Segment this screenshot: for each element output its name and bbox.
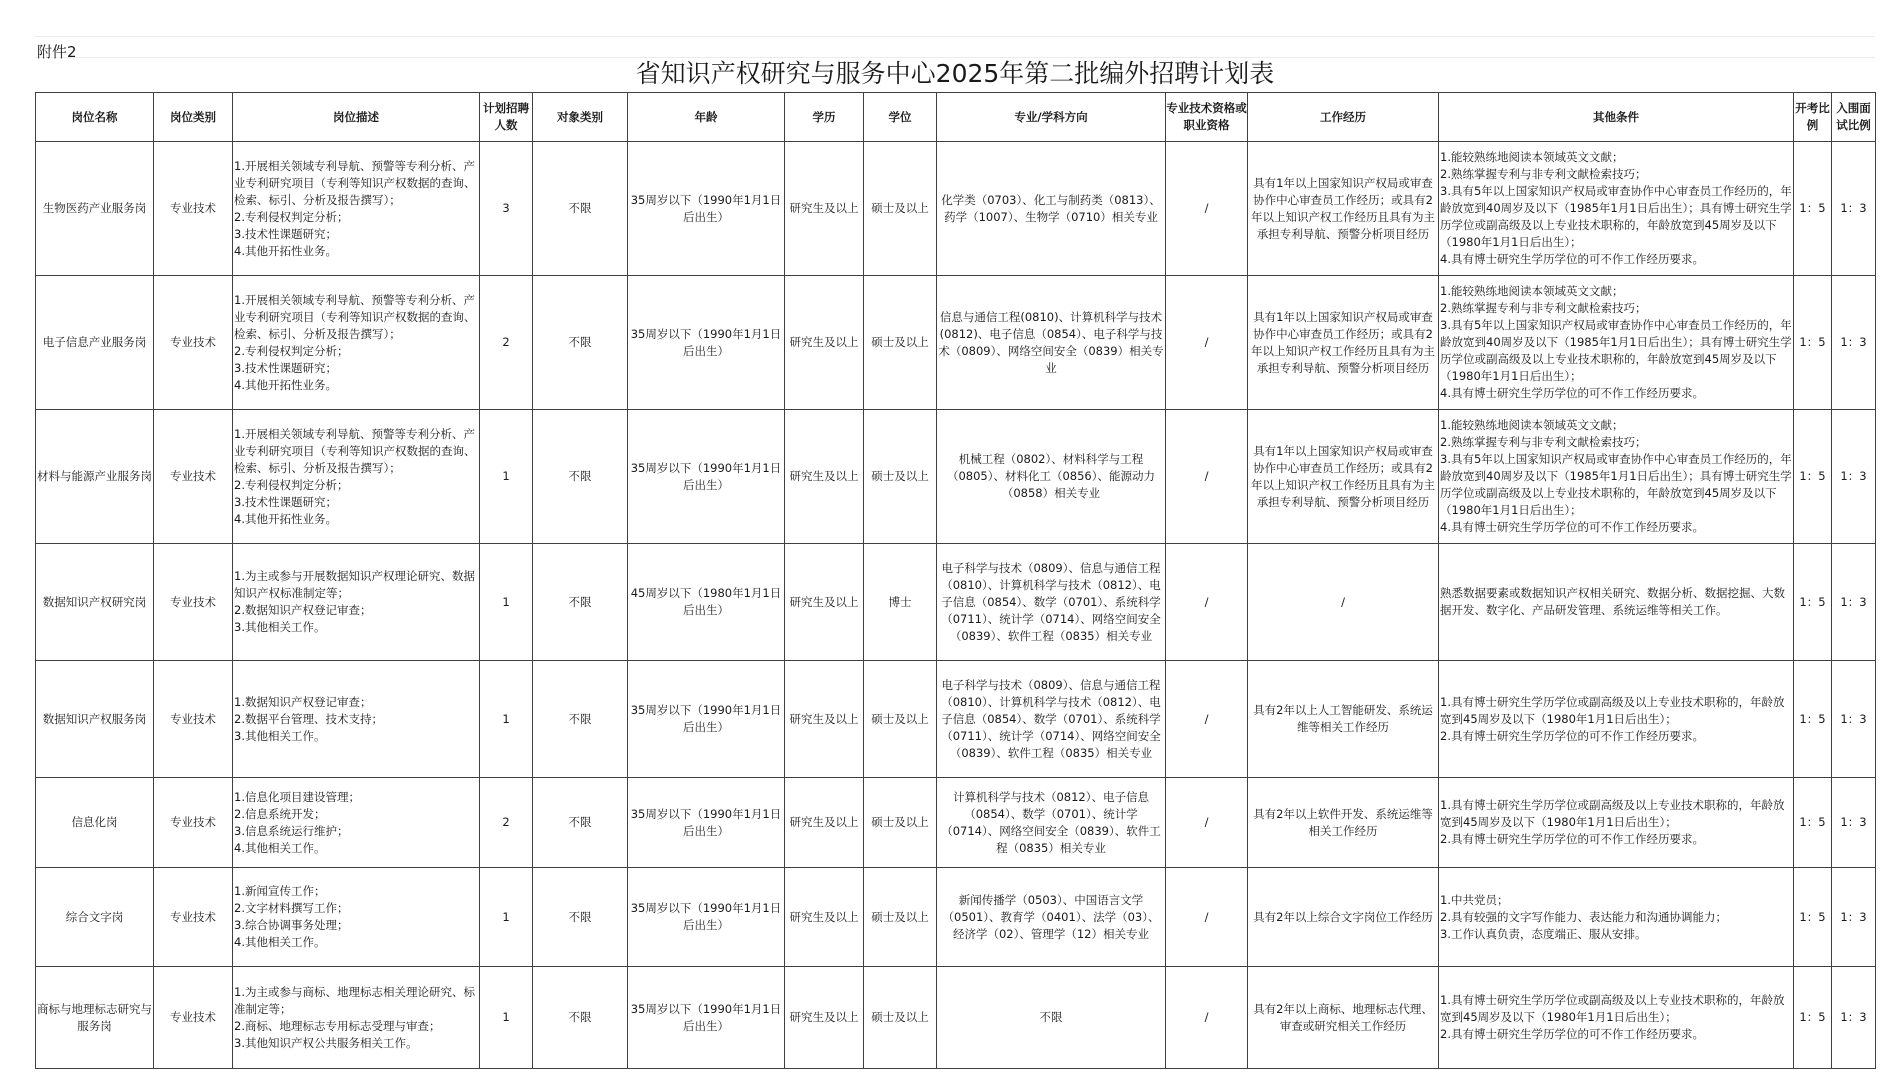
header-row: [36, 93, 1876, 142]
cell-description: 1.新闻宣传工作； 2.文字材料撰写工作； 3.综合协调事务处理； 4.其他相关工作。: [233, 868, 480, 967]
cell-age: 35周岁以下（1990年1月1日后出生）: [628, 410, 785, 544]
cell-experience: 具有1年以上国家知识产权局或审查协作中心审查员工作经历；或具有2年以上知识产权工作经历且具有为主承担专利导航、预警分析项目经历: [1248, 410, 1439, 544]
cell-other: 1.具有博士研究生学历学位或副高级及以上专业技术职称的，年龄放宽到45周岁及以下（1980年1月1日后出生）； 2.具有博士研究生学历学位的可不作工作经历要求。: [1439, 661, 1794, 778]
cell-target: 不限: [533, 661, 628, 778]
cell-other: 1.具有博士研究生学历学位或副高级及以上专业技术职称的，年龄放宽到45周岁及以下（1980年1月1日后出生）； 2.具有博士研究生学历学位的可不作工作经历要求。: [1439, 967, 1794, 1069]
cell-other: 1.具有博士研究生学历学位或副高级及以上专业技术职称的，年龄放宽到45周岁及以下（1980年1月1日后出生）； 2.具有博士研究生学历学位的可不作工作经历要求。: [1439, 778, 1794, 868]
cell-post-type: 专业技术: [154, 410, 233, 544]
cell-major: 化学类（0703）、化工与制药类（0813）、药学（1007）、生物学（0710）相关专业: [937, 142, 1166, 276]
cell-age: 35周岁以下（1990年1月1日后出生）: [628, 868, 785, 967]
cell-count: 1: [480, 544, 533, 661]
header-description: 岗位描述: [233, 93, 480, 142]
page-title: 省知识产权研究与服务中心2025年第二批编外招聘计划表: [635, 59, 1275, 88]
header-other: 其他条件: [1439, 93, 1794, 142]
cell-count: 2: [480, 276, 533, 410]
cell-age: 35周岁以下（1990年1月1日后出生）: [628, 142, 785, 276]
cell-age: 45周岁以下（1980年1月1日后出生）: [628, 544, 785, 661]
cell-degree: 硕士及以上: [864, 276, 937, 410]
cell-interview-ratio: 1：3: [1832, 778, 1876, 868]
cell-experience: 具有2年以上人工智能研发、系统运维等相关工作经历: [1248, 661, 1439, 778]
cell-exam-ratio: 1：5: [1794, 142, 1832, 276]
cell-post-type: 专业技术: [154, 544, 233, 661]
cell-interview-ratio: 1：3: [1832, 410, 1876, 544]
cell-description: 1.开展相关领域专利导航、预警等专利分析、产业专利研究项目（专利等知识产权数据的查询、检索、标引、分析及报告撰写）； 2.专利侵权判定分析； 3.技术性课题研究； 4.其他开拓性业务。: [233, 142, 480, 276]
cell-count: 1: [480, 661, 533, 778]
cell-interview-ratio: 1：3: [1832, 868, 1876, 967]
cell-experience: 具有1年以上国家知识产权局或审查协作中心审查员工作经历；或具有2年以上知识产权工作经历且具有为主承担专利导航、预警分析项目经历: [1248, 276, 1439, 410]
cell-post-type: 专业技术: [154, 778, 233, 868]
header-education: 学历: [785, 93, 864, 142]
header-experience: 工作经历: [1248, 93, 1439, 142]
cell-qualification: /: [1166, 276, 1248, 410]
cell-education: 研究生及以上: [785, 142, 864, 276]
table-row: [36, 142, 1876, 276]
cell-exam-ratio: 1：5: [1794, 661, 1832, 778]
cell-qualification: /: [1166, 544, 1248, 661]
cell-target: 不限: [533, 544, 628, 661]
cell-interview-ratio: 1：3: [1832, 661, 1876, 778]
cell-post-name: 数据知识产权研究岗: [36, 544, 154, 661]
cell-post-name: 数据知识产权服务岗: [36, 661, 154, 778]
cell-major: 电子科学与技术（0809）、信息与通信工程（0810）、计算机科学与技术（0812）、电子信息（0854）、数学（0701）、系统科学（0711）、统计学（0714）、网络空间安全（0839）、软件工程（0835）相关专业: [937, 544, 1166, 661]
cell-description: 1.为主或参与商标、地理标志相关理论研究、标准制定等； 2.商标、地理标志专用标志受理与审查； 3.其他知识产权公共服务相关工作。: [233, 967, 480, 1069]
cell-interview-ratio: 1：3: [1832, 276, 1876, 410]
cell-major: 电子科学与技术（0809）、信息与通信工程（0810）、计算机科学与技术（0812）、电子信息（0854）、数学（0701）、系统科学（0711）、统计学（0714）、网络空间安全（0839）、软件工程（0835）相关专业: [937, 661, 1166, 778]
table-row: [36, 410, 1876, 544]
sheet-gridline: [35, 36, 1875, 58]
cell-interview-ratio: 1：3: [1832, 967, 1876, 1069]
cell-degree: 硕士及以上: [864, 410, 937, 544]
header-post-name: 岗位名称: [36, 93, 154, 142]
cell-post-type: 专业技术: [154, 142, 233, 276]
cell-degree: 硕士及以上: [864, 967, 937, 1069]
cell-qualification: /: [1166, 142, 1248, 276]
cell-degree: 硕士及以上: [864, 778, 937, 868]
cell-exam-ratio: 1：5: [1794, 868, 1832, 967]
cell-age: 35周岁以下（1990年1月1日后出生）: [628, 276, 785, 410]
cell-age: 35周岁以下（1990年1月1日后出生）: [628, 661, 785, 778]
cell-post-type: 专业技术: [154, 868, 233, 967]
header-degree: 学位: [864, 93, 937, 142]
cell-target: 不限: [533, 276, 628, 410]
header-qualification: 专业技术资格或职业资格: [1166, 93, 1248, 142]
cell-qualification: /: [1166, 661, 1248, 778]
cell-qualification: /: [1166, 868, 1248, 967]
cell-target: 不限: [533, 868, 628, 967]
cell-major: 不限: [937, 967, 1166, 1069]
table-row: [36, 868, 1876, 967]
cell-major: 机械工程（0802）、材料科学与工程（0805）、材料化工（0856）、能源动力（0858）相关专业: [937, 410, 1166, 544]
cell-other: 1.能较熟练地阅读本领域英文文献； 2.熟练掌握专利与非专利文献检索技巧； 3.具有5年以上国家知识产权局或审查协作中心审查员工作经历的，年龄放宽到40周岁及以下（1985年1月1日后出生）；具有博士研究生学历学位或副高级及以上专业技术职称的，年龄放宽到45周岁及以下（1980年1月1日后出生）； 4.具有博士研究生学历学位的可不作工作经历要求。: [1439, 276, 1794, 410]
cell-post-name: 材料与能源产业服务岗: [36, 410, 154, 544]
cell-experience: 具有2年以上综合文字岗位工作经历: [1248, 868, 1439, 967]
cell-age: 35周岁以下（1990年1月1日后出生）: [628, 778, 785, 868]
cell-exam-ratio: 1：5: [1794, 276, 1832, 410]
header-exam-ratio: 开考比例: [1794, 93, 1832, 142]
cell-degree: 硕士及以上: [864, 868, 937, 967]
header-target: 对象类别: [533, 93, 628, 142]
cell-education: 研究生及以上: [785, 967, 864, 1069]
header-post-type: 岗位类别: [154, 93, 233, 142]
cell-exam-ratio: 1：5: [1794, 410, 1832, 544]
cell-other: 熟悉数据要素或数据知识产权相关研究、数据分析、数据挖掘、大数据开发、数字化、产品研发管理、系统运维等相关工作。: [1439, 544, 1794, 661]
cell-description: 1.信息化项目建设管理； 2.信息系统开发； 3.信息系统运行维护； 4.其他相关工作。: [233, 778, 480, 868]
header-major: 专业/学科方向: [937, 93, 1166, 142]
cell-description: 1.数据知识产权登记审查； 2.数据平台管理、技术支持； 3.其他相关工作。: [233, 661, 480, 778]
cell-degree: 硕士及以上: [864, 142, 937, 276]
header-interview-ratio: 入围面试比例: [1832, 93, 1876, 142]
cell-major: 计算机科学与技术（0812）、电子信息（0854）、数学（0701）、统计学（0714）、网络空间安全（0839）、软件工程（0835）相关专业: [937, 778, 1166, 868]
cell-exam-ratio: 1：5: [1794, 544, 1832, 661]
cell-description: 1.开展相关领域专利导航、预警等专利分析、产业专利研究项目（专利等知识产权数据的查询、检索、标引、分析及报告撰写）； 2.专利侵权判定分析； 3.技术性课题研究； 4.其他开拓性业务。: [233, 276, 480, 410]
table-row: [36, 276, 1876, 410]
cell-age: 35周岁以下（1990年1月1日后出生）: [628, 967, 785, 1069]
cell-exam-ratio: 1：5: [1794, 778, 1832, 868]
cell-description: 1.为主或参与开展数据知识产权理论研究、数据知识产权标准制定等； 2.数据知识产权登记审查； 3.其他相关工作。: [233, 544, 480, 661]
header-age: 年龄: [628, 93, 785, 142]
header-count: 计划招聘人数: [480, 93, 533, 142]
cell-degree: 博士: [864, 544, 937, 661]
cell-post-name: 生物医药产业服务岗: [36, 142, 154, 276]
table-row: [36, 967, 1876, 1069]
table-body: [36, 142, 1876, 1069]
cell-education: 研究生及以上: [785, 778, 864, 868]
cell-other: 1.能较熟练地阅读本领域英文文献； 2.熟练掌握专利与非专利文献检索技巧； 3.具有5年以上国家知识产权局或审查协作中心审查员工作经历的，年龄放宽到40周岁及以下（1985年1月1日后出生）；具有博士研究生学历学位或副高级及以上专业技术职称的，年龄放宽到45周岁及以下（1980年1月1日后出生）； 4.具有博士研究生学历学位的可不作工作经历要求。: [1439, 142, 1794, 276]
table-row: [36, 661, 1876, 778]
cell-qualification: /: [1166, 778, 1248, 868]
cell-post-name: 综合文字岗: [36, 868, 154, 967]
table-row: [36, 544, 1876, 661]
cell-experience: 具有2年以上商标、地理标志代理、审查或研究相关工作经历: [1248, 967, 1439, 1069]
cell-post-name: 信息化岗: [36, 778, 154, 868]
cell-education: 研究生及以上: [785, 868, 864, 967]
cell-interview-ratio: 1：3: [1832, 544, 1876, 661]
cell-interview-ratio: 1：3: [1832, 142, 1876, 276]
cell-count: 2: [480, 778, 533, 868]
cell-major: 信息与通信工程(0810)、计算机科学与技术(0812)、电子信息（0854）、电子科学与技术（0809）、网络空间安全（0839）相关专业: [937, 276, 1166, 410]
cell-qualification: /: [1166, 410, 1248, 544]
cell-target: 不限: [533, 778, 628, 868]
cell-major: 新闻传播学（0503）、中国语言文学（0501）、教育学（0401）、法学（03）、经济学（02）、管理学（12）相关专业: [937, 868, 1166, 967]
cell-description: 1.开展相关领域专利导航、预警等专利分析、产业专利研究项目（专利等知识产权数据的查询、检索、标引、分析及报告撰写）； 2.专利侵权判定分析； 3.技术性课题研究； 4.其他开拓性业务。: [233, 410, 480, 544]
cell-post-name: 电子信息产业服务岗: [36, 276, 154, 410]
cell-count: 1: [480, 868, 533, 967]
cell-post-type: 专业技术: [154, 661, 233, 778]
cell-target: 不限: [533, 410, 628, 544]
cell-post-type: 专业技术: [154, 276, 233, 410]
cell-experience: /: [1248, 544, 1439, 661]
cell-exam-ratio: 1：5: [1794, 967, 1832, 1069]
cell-post-name: 商标与地理标志研究与服务岗: [36, 967, 154, 1069]
cell-count: 1: [480, 410, 533, 544]
cell-post-type: 专业技术: [154, 967, 233, 1069]
cell-other: 1.中共党员； 2.具有较强的文字写作能力、表达能力和沟通协调能力； 3.工作认真负责，态度端正、服从安排。: [1439, 868, 1794, 967]
cell-experience: 具有1年以上国家知识产权局或审查协作中心审查员工作经历；或具有2年以上知识产权工作经历且具有为主承担专利导航、预警分析项目经历: [1248, 142, 1439, 276]
cell-education: 研究生及以上: [785, 544, 864, 661]
recruitment-table: [35, 92, 1876, 1069]
cell-degree: 硕士及以上: [864, 661, 937, 778]
cell-qualification: /: [1166, 967, 1248, 1069]
cell-target: 不限: [533, 967, 628, 1069]
cell-other: 1.能较熟练地阅读本领域英文文献； 2.熟练掌握专利与非专利文献检索技巧； 3.具有5年以上国家知识产权局或审查协作中心审查员工作经历的，年龄放宽到40周岁及以下（1985年1月1日后出生）；具有博士研究生学历学位或副高级及以上专业技术职称的，年龄放宽到45周岁及以下（1980年1月1日后出生）； 4.具有博士研究生学历学位的可不作工作经历要求。: [1439, 410, 1794, 544]
attachment-label: 附件2: [37, 43, 77, 61]
cell-education: 研究生及以上: [785, 410, 864, 544]
cell-count: 1: [480, 967, 533, 1069]
cell-count: 3: [480, 142, 533, 276]
cell-education: 研究生及以上: [785, 276, 864, 410]
cell-target: 不限: [533, 142, 628, 276]
table-row: [36, 778, 1876, 868]
cell-education: 研究生及以上: [785, 661, 864, 778]
cell-experience: 具有2年以上软件开发、系统运维等相关工作经历: [1248, 778, 1439, 868]
